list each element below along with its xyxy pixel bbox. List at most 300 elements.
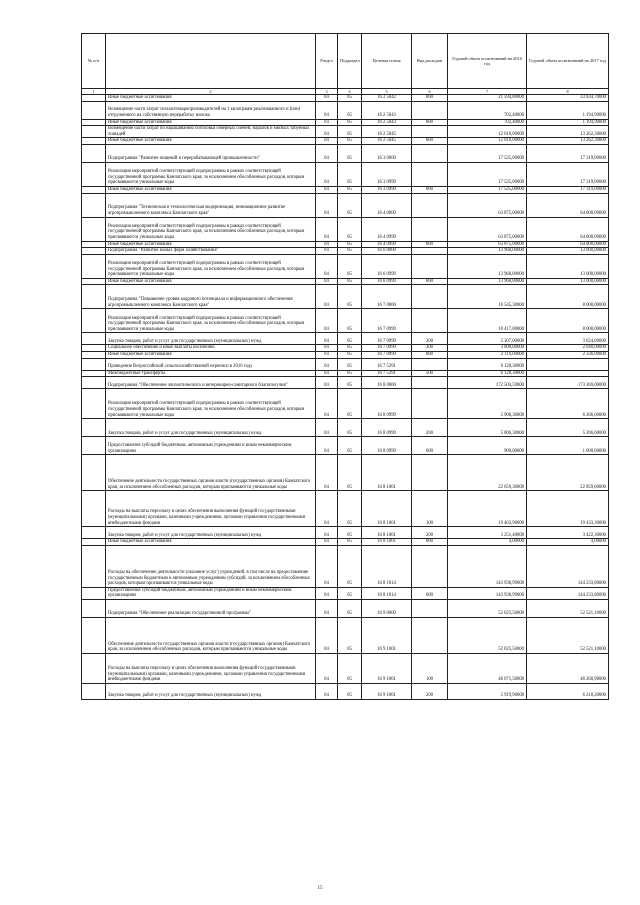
row-2017-cell: 8 000,00000 [527,285,609,309]
row-stat-cell: 16 2 5043 [362,119,412,126]
row-razdel-cell: 04 [316,345,338,352]
row-name-cell: Подпрограмма "Развитие пищевой и перерабатывающей промышленности" [106,144,316,162]
row-vid-cell: 200 [412,333,448,345]
row-2017-cell: 17 319,00000 [527,162,609,186]
row-stat-cell: 16 8 1001 [362,527,412,539]
row-2017-cell: 173 369,00000 [527,377,609,389]
row-razdel-cell: 04 [316,437,338,455]
row-stat-cell: 16 3 0999 [362,162,412,186]
row-stat-cell: 16 7 0999 [362,351,412,358]
row-name-cell: Социальное обеспечение и иные выплаты населению [106,345,316,352]
row-podrazdel-cell: 05 [338,527,362,539]
row-podrazdel-cell: 05 [338,419,362,437]
row-stat-cell: 16 6 0999 [362,254,412,278]
col-number: 4 [338,89,362,95]
row-podrazdel-cell: 05 [338,377,362,389]
row-2016-cell: 5 919,90000 [448,683,527,699]
col-number: 8 [527,89,609,95]
row-razdel-cell: 04 [316,193,338,217]
row-vid-cell [412,217,448,241]
row-razdel-cell: 04 [316,95,338,102]
row-2017-cell: 1 194,90000 [527,119,609,126]
row-num-cell [82,377,106,389]
row-stat-cell: 16 7 5391 [362,358,412,370]
row-num-cell [82,95,106,102]
row-name-cell: Расходы на выплаты персоналу в целях обеспечения выполнения функций государственными (муниципальными) органами, казенными учреждениями, органами управления государственными внебюджетными фондами [106,491,316,527]
row-num-cell [82,683,106,699]
row-podrazdel-cell: 05 [338,358,362,370]
page-number: 15 [317,886,323,891]
row-num-cell [82,358,106,370]
header-podrazdel: Подраздел [338,34,362,89]
table-row [82,254,609,278]
row-razdel-cell: 04 [316,138,338,145]
row-razdel-cell: 04 [316,617,338,653]
row-name-cell: Расходы на выплаты персоналу в целях обеспечения выполнения функций государственными (муниципальными) органами, казенными учреждениями, органами управления государственными внебюджетными фондами [106,653,316,683]
row-podrazdel-cell: 05 [338,545,362,587]
row-vid-cell: 800 [412,241,448,248]
row-2016-cell: 12 016,00000 [448,138,527,145]
row-stat-cell: 16 7 0999 [362,309,412,333]
row-razdel-cell: 04 [316,599,338,617]
row-podrazdel-cell: 05 [338,455,362,491]
row-razdel-cell: 04 [316,653,338,683]
row-vid-cell [412,193,448,217]
row-razdel-cell: 04 [316,119,338,126]
row-2017-cell: 6 218,20000 [527,683,609,699]
header-num: № п/п [82,34,106,89]
row-2017-cell: 22 859,60000 [527,455,609,491]
row-podrazdel-cell: 05 [338,144,362,162]
row-vid-cell: 800 [412,351,448,358]
row-vid-cell [412,285,448,309]
table-row [82,587,609,599]
row-razdel-cell: 04 [316,126,338,138]
row-stat-cell: 16 8 1001 [362,539,412,546]
row-2017-cell: 19 433,30000 [527,491,609,527]
row-2017-cell: 3 624,00000 [527,333,609,345]
row-stat-cell: 16 8 0999 [362,389,412,419]
table-row [82,617,609,653]
row-vid-cell: 200 [412,683,448,699]
row-num-cell [82,455,106,491]
row-razdel-cell: 04 [316,101,338,119]
row-name-cell: Закупка товаров, работ и услуг для государственных (муниципальных) нужд [106,333,316,345]
row-stat-cell: 16 4 0000 [362,193,412,217]
row-vid-cell: 800 [412,278,448,285]
row-razdel-cell: 04 [316,527,338,539]
header-vid: Вид расходов [412,34,448,89]
table-row [82,186,609,193]
row-razdel-cell: 04 [316,285,338,309]
row-2016-cell: 63 875,00000 [448,217,527,241]
row-podrazdel-cell: 05 [338,437,362,455]
row-vid-cell: 300 [412,345,448,352]
table-row [82,144,609,162]
row-num-cell [82,545,106,587]
row-2016-cell: 52 025,50000 [448,599,527,617]
row-num-cell [82,101,106,119]
row-podrazdel-cell: 05 [338,683,362,699]
table-row [82,95,609,102]
row-2016-cell: 17 525,00000 [448,186,527,193]
row-stat-cell: 16 8 0999 [362,437,412,455]
row-stat-cell: 16 2 5045 [362,138,412,145]
row-num-cell [82,126,106,138]
row-num-cell [82,285,106,309]
row-razdel-cell: 04 [316,358,338,370]
row-2017-cell: 2 336,00000 [527,351,609,358]
row-razdel-cell: 04 [316,491,338,527]
header-razdel: Раздел [316,34,338,89]
row-name-cell: Иные бюджетные ассигнования [106,241,316,248]
table-row [82,345,609,352]
row-2016-cell: 3 251,40000 [448,527,527,539]
row-razdel-cell: 04 [316,217,338,241]
row-razdel-cell: 04 [316,389,338,419]
row-num-cell [82,248,106,255]
row-name-cell: Подпрограмма "Обеспечение эпизоотического и ветеринарно-санитарного благополучия" [106,377,316,389]
budget-table [81,33,609,700]
row-num-cell [82,278,106,285]
row-stat-cell: 16 8 1014 [362,587,412,599]
row-podrazdel-cell: 05 [338,539,362,546]
row-podrazdel-cell: 05 [338,345,362,352]
row-podrazdel-cell: 05 [338,351,362,358]
row-name-cell: Реализация мероприятий соответствующей подпрограммы в рамках соответствующей государственной программы Камчатского края, за исключением обособленных расходов, которым присваиваются уникальные коды [106,254,316,278]
row-stat-cell: 16 9 1001 [362,617,412,653]
col-number: 3 [316,89,338,95]
row-stat-cell: 16 7 0000 [362,285,412,309]
row-stat-cell: 16 8 1001 [362,491,412,527]
row-stat-cell: 16 9 1001 [362,683,412,699]
row-2017-cell: 52 521,10000 [527,599,609,617]
row-num-cell [82,345,106,352]
row-vid-cell [412,377,448,389]
row-2016-cell: 5 307,00000 [448,333,527,345]
row-name-cell: Иные бюджетные ассигнования [106,95,316,102]
row-2016-cell: 702,40000 [448,101,527,119]
row-name-cell: Межбюджетные трансферты [106,370,316,377]
row-num-cell [82,309,106,333]
row-stat-cell: 16 8 0999 [362,419,412,437]
row-2016-cell: 22 659,30000 [448,455,527,491]
table-row [82,285,609,309]
row-vid-cell [412,254,448,278]
row-num-cell [82,419,106,437]
row-vid-cell: 600 [412,437,448,455]
row-2017-cell: 8 000,00000 [527,309,609,333]
row-podrazdel-cell: 05 [338,278,362,285]
row-num-cell [82,491,106,527]
row-num-cell [82,254,106,278]
row-name-cell: Иные бюджетные ассигнования [106,186,316,193]
row-2017-cell [527,370,609,377]
row-razdel-cell: 04 [316,254,338,278]
row-2017-cell: 1 194,90000 [527,101,609,119]
row-podrazdel-cell: 05 [338,241,362,248]
row-name-cell: Обеспечение деятельности государственных органов власти (государственных органов) Камчатского края, за исключением обособленных расходов, которым присваиваются уникальные коды [106,455,316,491]
row-2016-cell: 17 525,00000 [448,144,527,162]
row-stat-cell: 16 7 0999 [362,345,412,352]
row-2016-cell: 52 025,50000 [448,617,527,653]
row-razdel-cell: 04 [316,162,338,186]
row-name-cell: Реализация мероприятий соответствующей подпрограммы в рамках соответствующей государственной программы Камчатского края, за исключением обособленных расходов, которым присваиваются уникальные коды [106,309,316,333]
row-name-cell: Закупка товаров, работ и услуг для государственных (муниципальных) нужд [106,527,316,539]
row-2016-cell: 13 968,00000 [448,278,527,285]
row-name-cell: Проведение Всероссийской сельскохозяйственной переписи в 2016 году [106,358,316,370]
table-row [82,351,609,358]
row-stat-cell: 16 2 5045 [362,126,412,138]
table-row [82,138,609,145]
row-podrazdel-cell: 05 [338,186,362,193]
row-stat-cell: 16 4 0999 [362,217,412,241]
table-row [82,119,609,126]
table-row [82,309,609,333]
row-vid-cell: 800 [412,186,448,193]
row-2017-cell: 64 000,00000 [527,241,609,248]
row-name-cell: Реализация мероприятий соответствующей подпрограммы в рамках соответствующей государственной программы Камчатского края, за исключением обособленных расходов, которым присваиваются уникальные коды [106,389,316,419]
row-2017-cell: 17 319,00000 [527,186,609,193]
row-num-cell [82,370,106,377]
row-razdel-cell: 04 [316,419,338,437]
row-podrazdel-cell: 05 [338,587,362,599]
row-name-cell: Обеспечение деятельности государственных органов власти (государственных органов) Камчатского края, за исключением обособленных расходов, которым присваиваются уникальные коды [106,617,316,653]
row-razdel-cell: 04 [316,539,338,546]
col-number: 2 [106,89,316,95]
row-stat-cell: 16 3 0999 [362,186,412,193]
row-2017-cell: 13 000,00000 [527,254,609,278]
row-stat-cell: 16 2 5042 [362,95,412,102]
row-name-cell: Иные бюджетные ассигнования [106,138,316,145]
row-num-cell [82,351,106,358]
row-2017-cell: 3 422,30000 [527,527,609,539]
row-num-cell [82,617,106,653]
row-2017-cell: 144 233,80000 [527,545,609,587]
row-2016-cell: 10 417,00000 [448,309,527,333]
row-2016-cell: 172 504,59000 [448,377,527,389]
row-num-cell [82,599,106,617]
row-vid-cell: 200 [412,419,448,437]
row-stat-cell: 16 8 1014 [362,545,412,587]
table-row [82,599,609,617]
row-razdel-cell: 04 [316,351,338,358]
row-2017-cell: 4,00000 [527,539,609,546]
row-razdel-cell: 04 [316,455,338,491]
row-2016-cell: 3 000,00000 [448,345,527,352]
row-2016-cell: 13 968,00000 [448,248,527,255]
row-2017-cell: 64 000,00000 [527,193,609,217]
row-vid-cell [412,389,448,419]
row-razdel-cell: 04 [316,144,338,162]
row-vid-cell: 500 [412,370,448,377]
row-2016-cell: 13 968,00000 [448,254,527,278]
row-name-cell: Иные бюджетные ассигнования [106,119,316,126]
table-row [82,491,609,527]
row-razdel-cell: 04 [316,333,338,345]
row-vid-cell: 100 [412,491,448,527]
row-2017-cell: 13 262,30000 [527,126,609,138]
row-name-cell: Возмещение части затрат сельхозтоваропроизводителей на 1 килограмм реализованного и (или) отгруженного на собственную переработку молока [106,101,316,119]
row-vid-cell: 200 [412,527,448,539]
row-podrazdel-cell: 05 [338,370,362,377]
row-vid-cell [412,545,448,587]
row-vid-cell [412,617,448,653]
col-number: 6 [412,89,448,95]
row-vid-cell [412,358,448,370]
table-row [82,333,609,345]
row-stat-cell: 16 9 0000 [362,599,412,617]
row-podrazdel-cell: 05 [338,389,362,419]
table-row [82,241,609,248]
table-row [82,539,609,546]
row-vid-cell [412,248,448,255]
row-razdel-cell: 04 [316,186,338,193]
row-2017-cell: 52 521,10000 [527,617,609,653]
row-vid-cell: 800 [412,95,448,102]
row-name-cell: Расходы на обеспечение деятельности (оказание услуг) учреждений, в том числе на предоставление государственным бюджетным и автономным учреждениям субсидий, за исключением обособленных расходов, которым присваиваются уникальные коды [106,545,316,587]
row-podrazdel-cell: 05 [338,162,362,186]
row-podrazdel-cell: 05 [338,309,362,333]
table-row [82,101,609,119]
row-num-cell [82,333,106,345]
row-2016-cell: 900,00000 [448,437,527,455]
row-2017-cell: 6 266,60000 [527,389,609,419]
row-vid-cell [412,162,448,186]
row-name-cell: Реализация мероприятий соответствующей подпрограммы в рамках соответствующей государственной программы Камчатского края, за исключением обособленных расходов, которым присваиваются уникальные коды [106,217,316,241]
row-2017-cell: 64 000,00000 [527,217,609,241]
row-razdel-cell: 04 [316,683,338,699]
table-row [82,126,609,138]
row-podrazdel-cell: 05 [338,653,362,683]
row-2016-cell: 2 110,00000 [448,351,527,358]
col-number: 1 [82,89,106,95]
row-podrazdel-cell: 05 [338,617,362,653]
row-stat-cell: 16 8 1001 [362,455,412,491]
header-2017: Годовой объем ассигнований на 2017 год [527,34,609,89]
row-2016-cell: 702,40000 [448,119,527,126]
row-razdel-cell: 04 [316,248,338,255]
row-podrazdel-cell: 05 [338,248,362,255]
row-name-cell: Возмещение части затрат по наращиванию поголовья северных оленей, маралов и мясных табунных лошадей [106,126,316,138]
row-2017-cell: 2 040,00000 [527,345,609,352]
row-stat-cell: 16 2 5043 [362,101,412,119]
row-stat-cell: 16 9 1001 [362,653,412,683]
row-num-cell [82,527,106,539]
header-2016: Годовой объем ассигнований на 2016 год [448,34,527,89]
row-stat-cell: 16 7 5391 [362,370,412,377]
row-num-cell [82,653,106,683]
row-name-cell: Подпрограмма "Развитие малых форм хозяйствования" [106,248,316,255]
row-razdel-cell: 04 [316,309,338,333]
row-2017-cell: 5 266,60000 [527,419,609,437]
row-name-cell: Закупка товаров, работ и услуг для государственных (муниципальных) нужд [106,419,316,437]
row-2017-cell: 46 260,90000 [527,653,609,683]
row-2016-cell: 12 016,00000 [448,126,527,138]
table-row [82,683,609,699]
row-2017-cell: 1 000,00000 [527,437,609,455]
row-2016-cell: 16 545,30000 [448,285,527,309]
table-row [82,527,609,539]
row-vid-cell: 600 [412,587,448,599]
table-row [82,377,609,389]
row-2016-cell: 63 875,00000 [448,193,527,217]
row-2016-cell: 46 071,50000 [448,653,527,683]
row-name-cell: Закупка товаров, работ и услуг для государственных (муниципальных) нужд [106,683,316,699]
row-2017-cell: 13 000,00000 [527,248,609,255]
row-2016-cell: 4,00000 [448,539,527,546]
row-2016-cell: 6 128,30000 [448,358,527,370]
row-name-cell: Реализация мероприятий соответствующей подпрограммы в рамках соответствующей государственной программы Камчатского края, за исключением обособленных расходов, которым присваиваются уникальные коды [106,162,316,186]
row-name-cell: Предоставление субсидий бюджетным, автономным учреждениям и иным некоммерческим организациям [106,437,316,455]
row-2016-cell: 17 525,00000 [448,162,527,186]
row-podrazdel-cell: 05 [338,101,362,119]
row-stat-cell: 16 6 0999 [362,278,412,285]
row-2016-cell: 21 594,80000 [448,95,527,102]
row-2017-cell [527,358,609,370]
row-razdel-cell: 04 [316,545,338,587]
row-2017-cell: 13 000,00000 [527,278,609,285]
row-2017-cell: 23 834,70000 [527,95,609,102]
row-2016-cell: 143 938,99000 [448,545,527,587]
row-name-cell: Подпрограмма "Обеспечение реализации государственной программы" [106,599,316,617]
row-vid-cell [412,101,448,119]
row-razdel-cell: 04 [316,370,338,377]
row-num-cell [82,587,106,599]
row-stat-cell: 16 4 0999 [362,241,412,248]
row-razdel-cell: 04 [316,377,338,389]
row-2016-cell: 5 906,30000 [448,389,527,419]
row-name-cell: Подпрограмма "Повышение уровня кадрового потенциала и информационного обеспечения агропромышленного комплекса Камчатского края" [106,285,316,309]
table-row [82,437,609,455]
row-2016-cell: 19 403,90000 [448,491,527,527]
row-vid-cell: 800 [412,539,448,546]
row-vid-cell: 100 [412,653,448,683]
row-stat-cell: 16 3 0000 [362,144,412,162]
row-stat-cell: 16 7 0999 [362,333,412,345]
row-razdel-cell: 04 [316,278,338,285]
row-2016-cell: 5 006,30000 [448,419,527,437]
row-num-cell [82,437,106,455]
table-row [82,193,609,217]
row-name-cell: Подпрограмма "Техническая и технологическая модернизация, инновационное развитие агропромышленного комплекса Камчатского края" [106,193,316,217]
row-vid-cell [412,599,448,617]
table-row [82,455,609,491]
row-num-cell [82,217,106,241]
row-name-cell: Иные бюджетные ассигнования [106,351,316,358]
row-2016-cell: 63 875,00000 [448,241,527,248]
row-num-cell [82,119,106,126]
row-vid-cell [412,144,448,162]
table-header-row [82,34,609,89]
table-row [82,419,609,437]
row-name-cell: Иные бюджетные ассигнования [106,278,316,285]
row-podrazdel-cell: 05 [338,193,362,217]
row-podrazdel-cell: 05 [338,333,362,345]
row-podrazdel-cell: 05 [338,138,362,145]
row-razdel-cell: 04 [316,587,338,599]
table-body [82,95,609,700]
row-podrazdel-cell: 05 [338,119,362,126]
row-podrazdel-cell: 05 [338,491,362,527]
header-name [106,34,316,89]
row-2016-cell: 143 938,99000 [448,587,527,599]
table-row [82,545,609,587]
row-num-cell [82,241,106,248]
row-num-cell [82,144,106,162]
table-row [82,358,609,370]
table-row [82,162,609,186]
